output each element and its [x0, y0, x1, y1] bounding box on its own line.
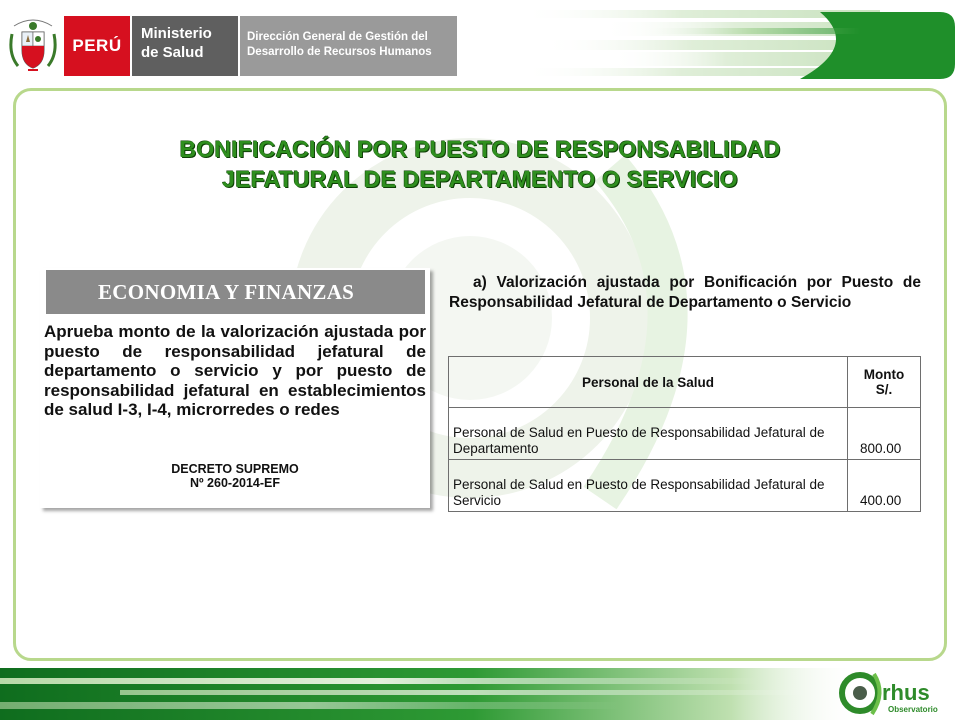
decree-reference — [40, 462, 430, 490]
orhus-brand-text: rhus — [882, 680, 930, 705]
page-title — [60, 134, 900, 194]
table-header-row — [449, 357, 921, 408]
newspaper-clipping — [40, 268, 430, 508]
decree-line-1: DECRETO SUPREMO — [171, 462, 299, 476]
peru-logo-box — [64, 16, 130, 76]
directorate-line-2: Desarrollo de Recursos Humanos — [247, 46, 432, 58]
peru-label: PERÚ — [72, 36, 122, 55]
valuation-letter: a) — [473, 274, 487, 291]
directorate-logo-box — [240, 16, 457, 76]
ministry-logo-box — [132, 16, 238, 76]
clipping-body-text: Aprueba monto de la valorización ajustada por puesto de responsabilidad jefatural de departamento o servicio y por puesto de responsabilidad jefatural en establecimientos de salud I-3, I-4, microrredes o redes — [44, 322, 426, 419]
column-header-personal: Personal de la Salud — [449, 357, 848, 408]
orhus-brand-subtext: Observatorio — [888, 705, 938, 714]
directorate-line-1: Dirección General de Gestión del — [247, 31, 428, 43]
coat-of-arms-icon — [8, 14, 58, 76]
table-row — [449, 460, 921, 512]
title-line-1: BONIFICACIÓN POR PUESTO DE RESPONSABILIDAD — [179, 136, 781, 162]
column-header-monto-line-1: Monto — [863, 367, 905, 382]
orhus-observatorio-logo — [836, 668, 948, 718]
title-line-2: JEFATURAL DE DEPARTAMENTO O SERVICIO — [222, 166, 738, 192]
row-amount: 800.00 — [848, 408, 921, 460]
valuation-heading — [449, 273, 921, 312]
ministry-line-2: de Salud — [141, 44, 204, 61]
valuation-heading-text: Valorización ajustada por Bonificación por Puesto de Responsabilidad Jefatural de Departamento o Servicio — [449, 274, 922, 311]
clipping-section-header: ECONOMIA Y FINANZAS — [46, 270, 425, 314]
row-description: Personal de Salud en Puesto de Responsabilidad Jefatural de Servicio — [449, 460, 848, 512]
table-row — [449, 408, 921, 460]
row-description: Personal de Salud en Puesto de Responsabilidad Jefatural de Departamento — [449, 408, 848, 460]
footer-stripes-graphic — [0, 668, 960, 720]
column-header-monto — [848, 357, 921, 408]
row-amount: 400.00 — [848, 460, 921, 512]
valuation-table — [448, 356, 921, 512]
column-header-monto-line-2: S/. — [875, 382, 893, 397]
header — [0, 0, 960, 84]
ministry-line-1: Ministerio — [141, 25, 212, 42]
decree-line-2: Nº 260-2014-EF — [189, 476, 281, 490]
